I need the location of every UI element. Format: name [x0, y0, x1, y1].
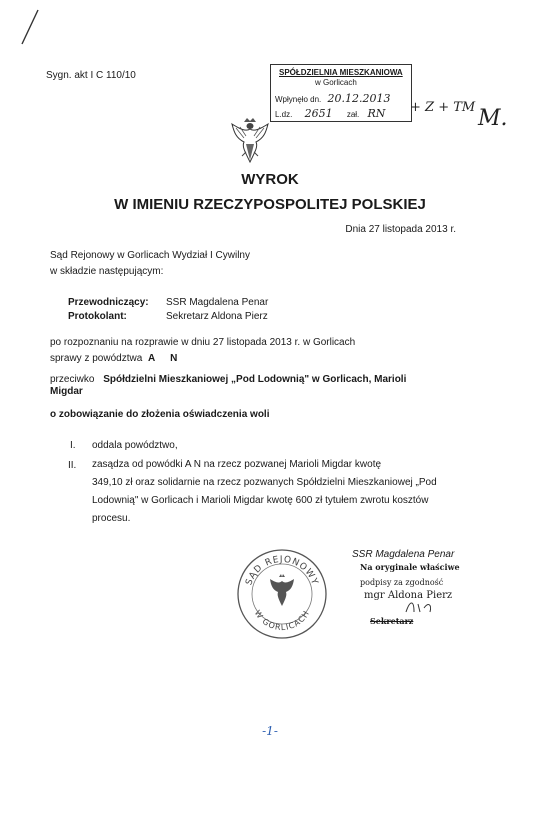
ruling-2-line: zasądza od powódki A N na rzecz pozwanej Marioli Migdar kwotę [92, 459, 382, 470]
stamp-zal-label: zał. [346, 110, 360, 119]
chair-value: SSR Magdalena Penar [166, 297, 269, 308]
judge-signature: SSR Magdalena Penar [352, 549, 455, 560]
chair-label: Przewodniczący: [68, 297, 149, 308]
handwritten-slash-mark [14, 8, 44, 48]
stamp-received-value: 20.12.2013 [327, 92, 391, 105]
svg-text:W GORLICACH [253, 609, 312, 633]
court-seal [236, 548, 328, 640]
ruling-2-text [92, 458, 437, 526]
stamp-note: + Z + TM [410, 100, 476, 115]
received-stamp [270, 64, 412, 122]
clerk-value: Sekretarz Aldona Pierz [166, 311, 268, 322]
clerk-stamp-name: mgr Aldona Pierz [364, 590, 453, 601]
original-note: Na oryginale właściwe [360, 562, 460, 572]
stamp-received-label: Wpłynęło dn. [275, 95, 322, 104]
stamp-line1: SPÓŁDZIELNIA MIESZKANIOWA [279, 68, 403, 77]
proceedings-line2 [50, 353, 177, 364]
verdict-date: Dnia 27 listopada 2013 r. [345, 224, 456, 235]
eagle-emblem [228, 116, 272, 166]
verdict-title: WYROK [241, 171, 299, 188]
defendant-surname: Migdar [50, 386, 83, 397]
page-number: -1- [262, 724, 278, 738]
clerk-label: Protokolant: [68, 311, 127, 322]
ruling-2-number: II. [68, 460, 77, 471]
ruling-2-line: 349,10 zł oraz solidarnie na rzecz pozwanych Spółdzielni Mieszkaniowej „Pod [92, 477, 437, 488]
signed-note: podpisy za zgodność [360, 578, 444, 587]
stamp-line2: w Gorlicach [315, 78, 357, 87]
proceedings-line1: po rozpoznaniu na rozprawie w dniu 27 listopada 2013 r. w Gorlicach [50, 337, 356, 348]
stamp-ldz-label: L.dz. [275, 110, 293, 119]
court-composition-intro: w składzie następującym: [50, 266, 164, 277]
proceedings-line3-prefix: przeciwko [50, 374, 95, 385]
proceedings-line2-prefix: sprawy z powództwa [50, 353, 143, 364]
plaintiff-initial-a: A [148, 353, 156, 364]
clerk-role: Sekretarz [370, 616, 414, 626]
defendants: Spółdzielni Mieszkaniowej „Pod Lodownią" w Gorlicach, Marioli [103, 374, 407, 385]
verdict-subtitle: W IMIENIU RZECZYPOSPOLITEJ POLSKIEJ [114, 196, 426, 213]
case-subject: o zobowiązanie do złożenia oświadczenia woli [50, 409, 270, 420]
ruling-1-number: I. [70, 440, 76, 451]
ruling-1-text: oddala powództwo, [92, 440, 178, 451]
ruling-2-line: Lodownią" w Gorlicach i Marioli Migdar kwotę 600 zł tytułem zwrotu kosztów [92, 495, 429, 506]
case-signature: Sygn. akt I C 110/10 [46, 70, 136, 81]
seal-top-text: SĄD REJONOWY [244, 554, 320, 587]
plaintiff-initial-n: N [170, 353, 178, 364]
ruling-2-line: procesu. [92, 513, 131, 524]
svg-text:SĄD REJONOWY [244, 555, 319, 587]
court-name: Sąd Rejonowy w Gorlicach Wydział I Cywilny [50, 250, 250, 261]
stamp-ldz-value: 2651 [304, 107, 333, 120]
handwritten-signature [402, 598, 442, 618]
proceedings-line3 [50, 374, 406, 385]
margin-initial: M. [478, 106, 508, 131]
seal-bottom-text: W GORLICACH [252, 608, 312, 633]
stamp-zal-value: RN [367, 107, 386, 120]
